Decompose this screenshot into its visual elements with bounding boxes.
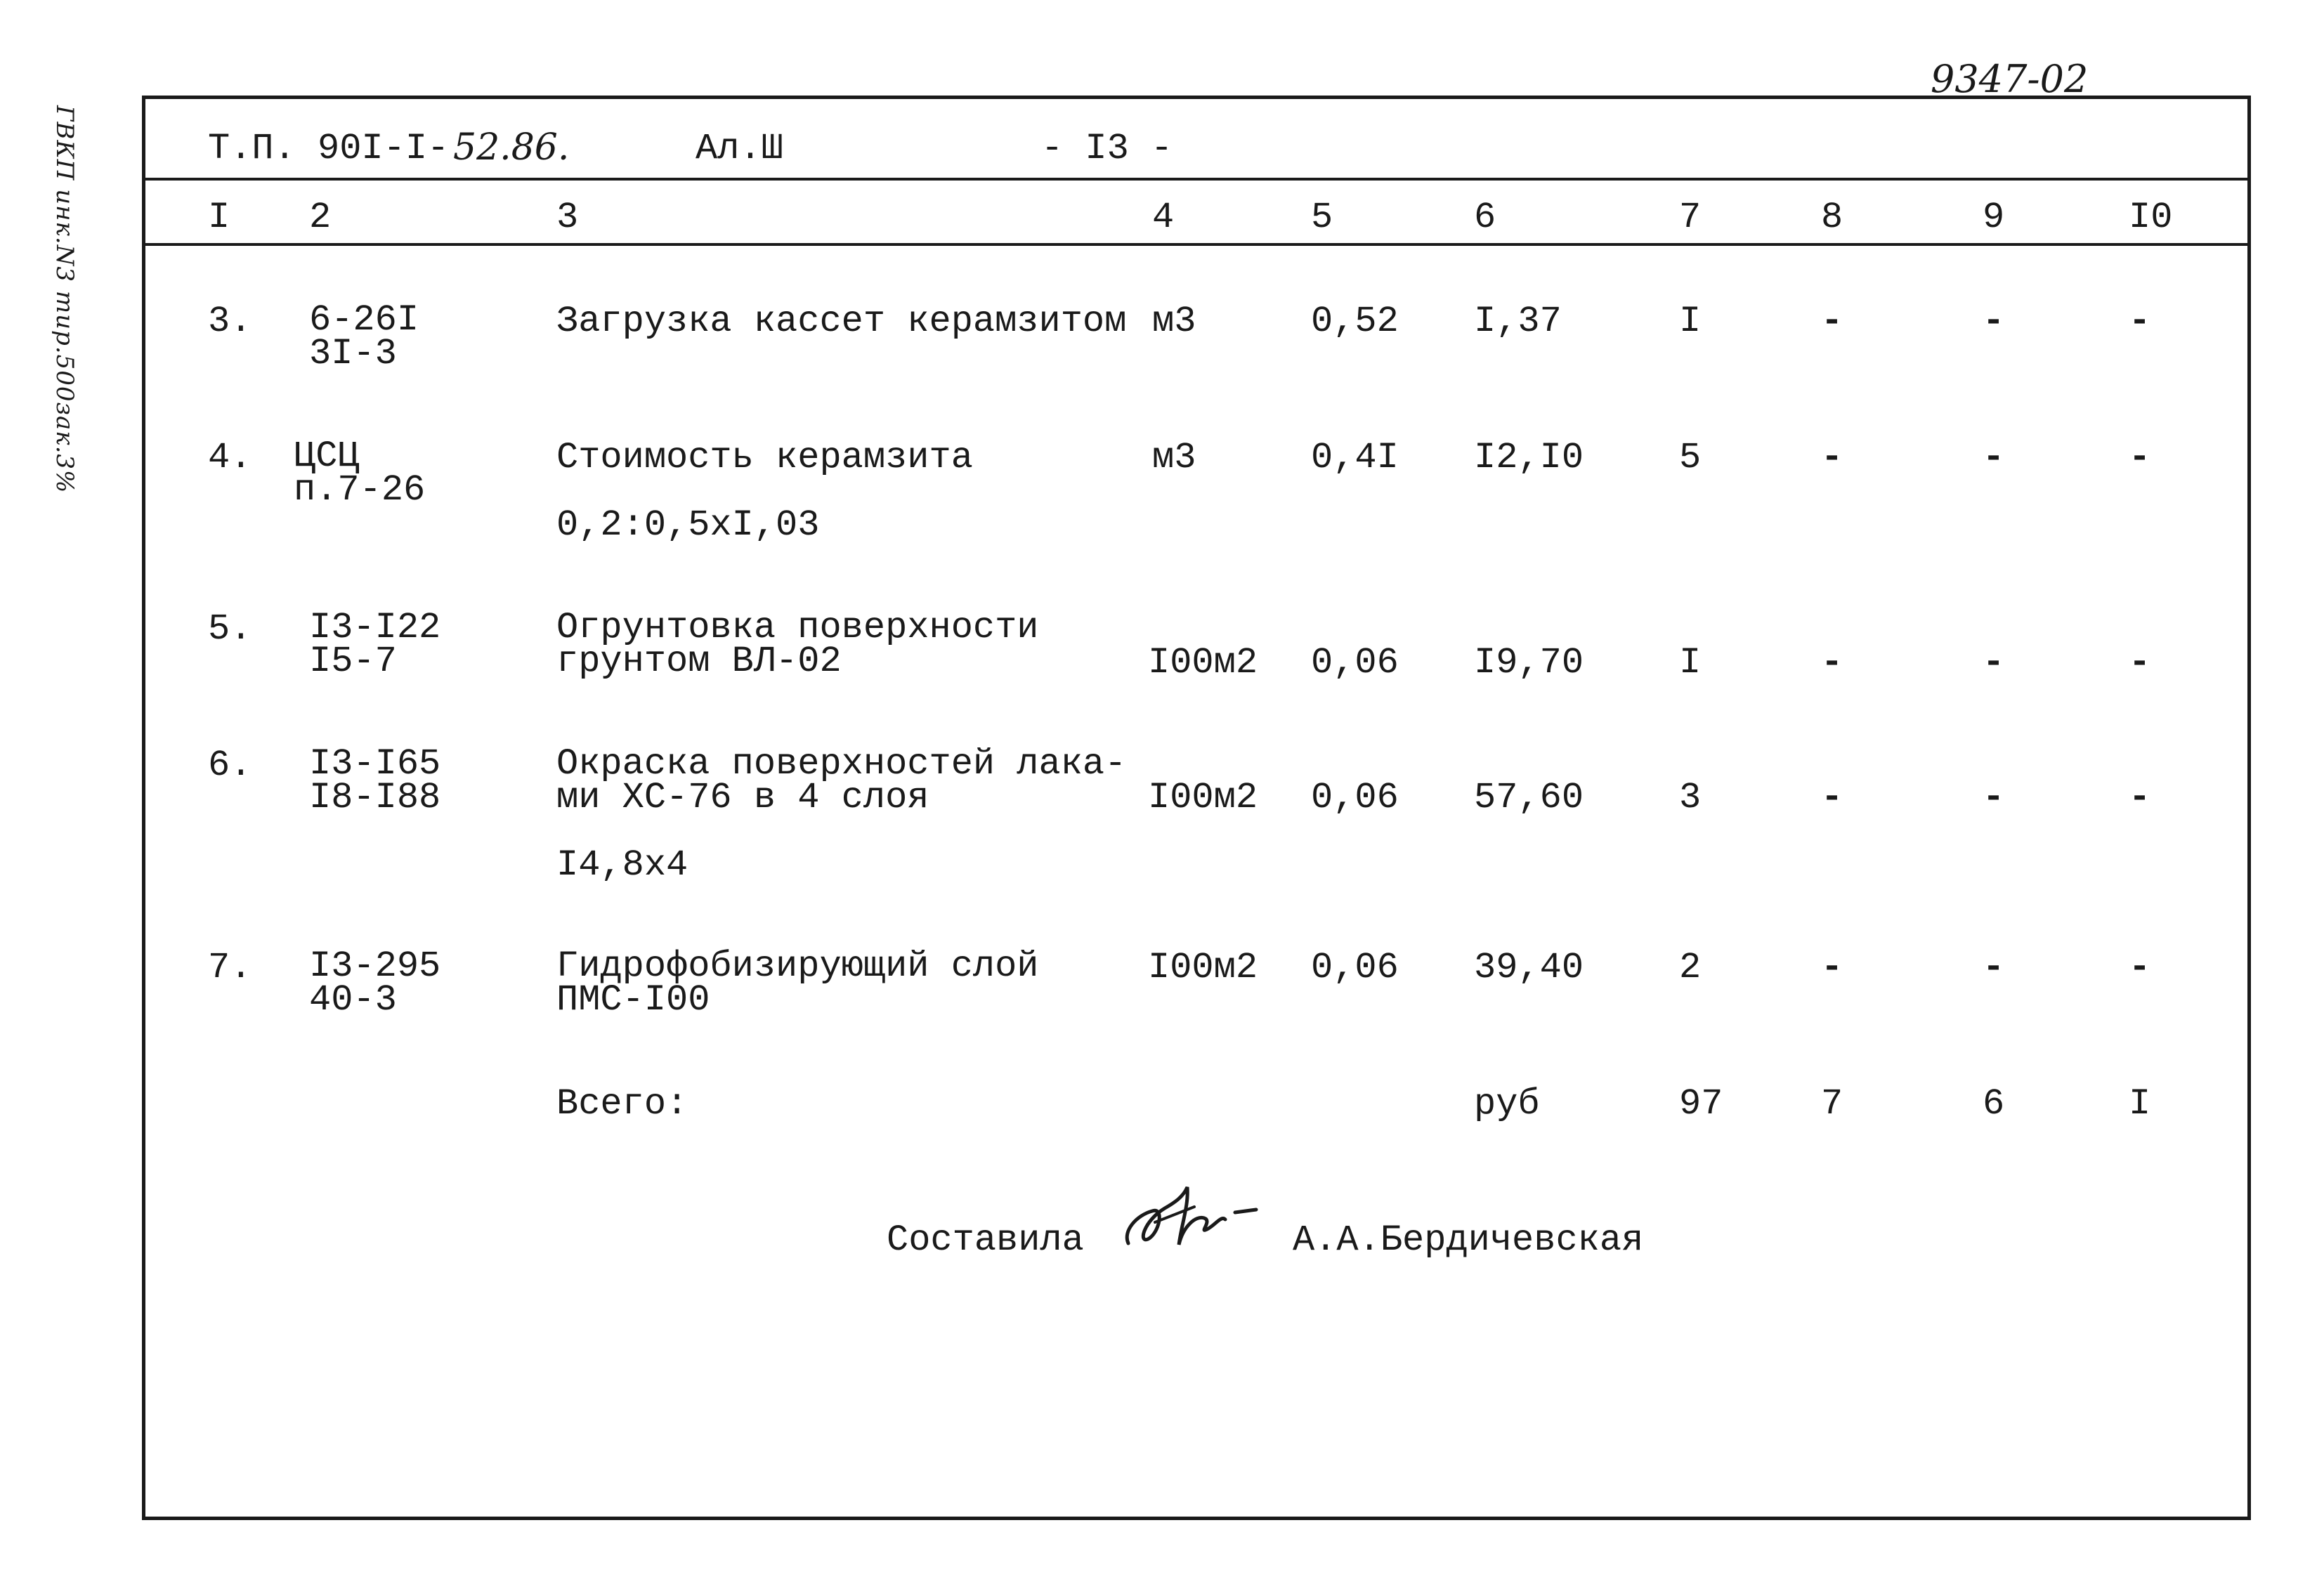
unit-price: I,37 [1474, 301, 1562, 342]
doc-number: 9347-02 [1931, 57, 2089, 101]
col-7-value: 3 [1679, 777, 1702, 818]
unit-price: 39,40 [1474, 947, 1584, 988]
album-label: Ал.Ш [696, 128, 783, 169]
side-note: ГВКП инк.N3 тир.500зак.3% [51, 105, 79, 494]
work-name: Окраска поверхностей лака- ми ХС-76 в 4 слоя [556, 743, 1127, 818]
col-header-10: I0 [2129, 197, 2173, 238]
calc-note: I4,8х4 [556, 844, 688, 886]
norm-code: I3-I65 I8-I88 [309, 743, 441, 818]
header-rule [142, 178, 2251, 181]
norm-code: 6-26I 3I-3 [309, 299, 419, 374]
unit: I00м2 [1148, 642, 1258, 683]
col-8-value: - [1821, 437, 1843, 478]
norm-code: I3-I22 I5-7 [309, 607, 441, 682]
col-8-value: - [1821, 301, 1843, 342]
work-name: Гидрофобизирующий слой ПМС-I00 [556, 945, 1039, 1021]
col-header-9: 9 [1983, 197, 2005, 238]
row-number: 3. [208, 301, 252, 342]
col-9-value: - [1983, 777, 2005, 818]
quantity: 0,52 [1311, 301, 1399, 342]
col-header-6: 6 [1474, 197, 1496, 238]
unit-price: 57,60 [1474, 777, 1584, 818]
unit: I00м2 [1148, 777, 1258, 818]
work-name: Загрузка кассет керамзитом [556, 301, 1127, 342]
col-8-value: - [1821, 777, 1843, 818]
total-col-10: I [2129, 1083, 2151, 1125]
col-header-3: 3 [556, 197, 579, 238]
row-number: 7. [208, 947, 252, 988]
col-10-value: - [2129, 437, 2151, 478]
total-col-8: 7 [1821, 1083, 1843, 1125]
col-header-8: 8 [1821, 197, 1843, 238]
col-8-value: - [1821, 642, 1843, 683]
unit-price: I9,70 [1474, 642, 1584, 683]
row-number: 6. [208, 745, 252, 786]
work-name: Стоимость керамзита [556, 437, 973, 478]
col-header-1: I [208, 197, 230, 238]
col-9-value: - [1983, 642, 2005, 683]
total-col-9: 6 [1983, 1083, 2005, 1125]
calc-note: 0,2:0,5хI,03 [556, 504, 820, 546]
col-7-value: I [1679, 642, 1702, 683]
unit: м3 [1152, 437, 1196, 478]
col-10-value: - [2129, 301, 2151, 342]
row-number: 4. [208, 437, 252, 478]
total-col-7: 97 [1679, 1083, 1723, 1125]
norm-code: ЦСЦ п.7-26 [294, 436, 426, 511]
col-8-value: - [1821, 947, 1843, 988]
unit: м3 [1152, 301, 1196, 342]
column-header-rule [142, 243, 2251, 246]
col-7-value: 5 [1679, 437, 1702, 478]
col-9-value: - [1983, 301, 2005, 342]
quantity: 0,06 [1311, 642, 1399, 683]
project-code: Т.П. 90I-I- [208, 128, 450, 169]
col-header-4: 4 [1152, 197, 1175, 238]
unit-price: I2,I0 [1474, 437, 1584, 478]
compiled-by-label: Составила [887, 1219, 1084, 1261]
col-header-2: 2 [309, 197, 332, 238]
col-9-value: - [1983, 947, 2005, 988]
col-header-5: 5 [1311, 197, 1333, 238]
col-7-value: I [1679, 301, 1702, 342]
page-number: - I3 - [1041, 128, 1173, 169]
col-10-value: - [2129, 777, 2151, 818]
total-label: Всего: [556, 1083, 688, 1125]
col-10-value: - [2129, 947, 2151, 988]
norm-code: I3-295 40-3 [309, 945, 441, 1021]
project-code-handwritten: 52.86. [453, 126, 570, 169]
row-number: 5. [208, 608, 252, 650]
col-9-value: - [1983, 437, 2005, 478]
handwritten-signature [1116, 1166, 1263, 1257]
quantity: 0,06 [1311, 777, 1399, 818]
col-7-value: 2 [1679, 947, 1702, 988]
col-10-value: - [2129, 642, 2151, 683]
unit: I00м2 [1148, 947, 1258, 988]
col-header-7: 7 [1679, 197, 1702, 238]
total-unit: руб [1474, 1083, 1540, 1125]
quantity: 0,06 [1311, 947, 1399, 988]
work-name: Огрунтовка поверхности грунтом ВЛ-02 [556, 607, 1039, 682]
quantity: 0,4I [1311, 437, 1399, 478]
compiler-name: А.А.Бердичевская [1293, 1219, 1644, 1261]
